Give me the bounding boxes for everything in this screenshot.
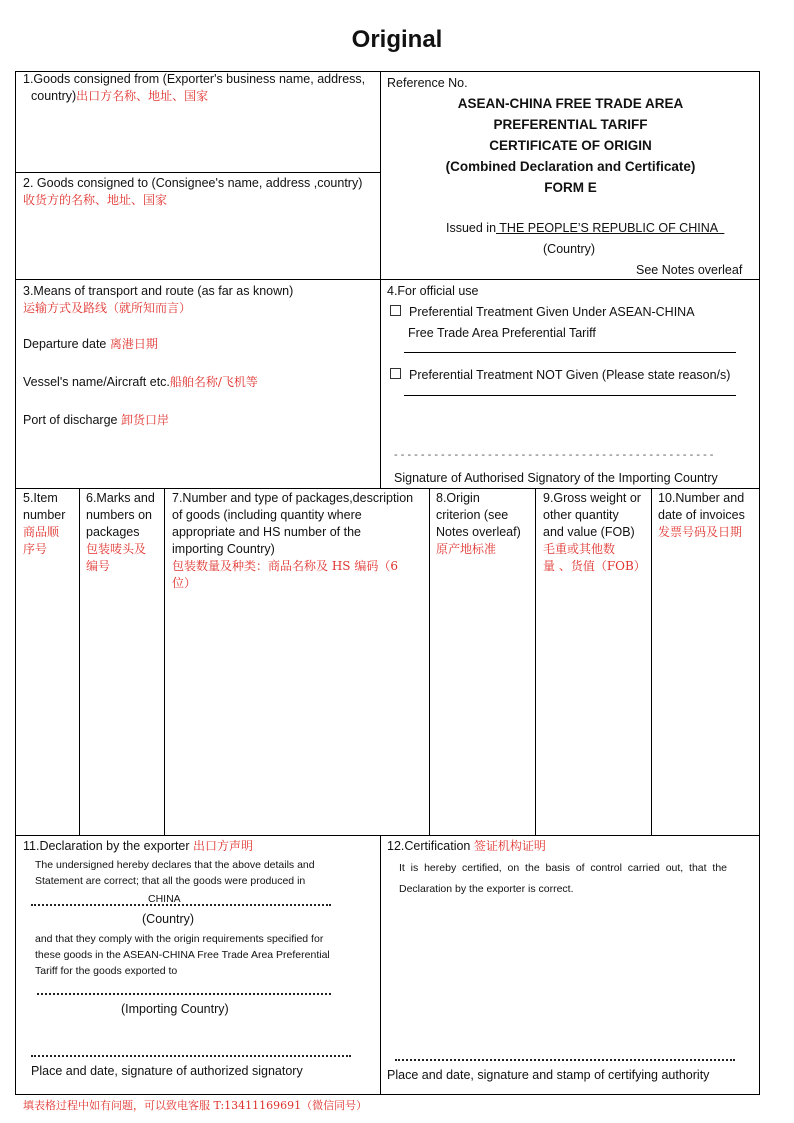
column-label: importing Country) bbox=[172, 542, 275, 556]
divider bbox=[15, 835, 760, 836]
vessel-label-cn: 船舶名称/飞机等 bbox=[169, 375, 258, 389]
box2-label-cn: 收货方的名称、地址、国家 bbox=[23, 193, 168, 207]
declaration-line: Statement are correct; that all the goods were produced in bbox=[35, 875, 306, 887]
column-weight bbox=[543, 490, 651, 575]
column-label: 7.Number and type of packages,description bbox=[172, 491, 414, 505]
issued-country: THE PEOPLE’S REPUBLIC OF CHINA bbox=[496, 221, 725, 235]
column-label: criterion (see bbox=[436, 508, 509, 522]
reference-number[interactable]: Reference No. bbox=[387, 76, 468, 90]
divider bbox=[164, 488, 165, 835]
box3-label-cn: 运输方式及路线（就所知而言） bbox=[23, 301, 192, 315]
signature-line bbox=[404, 395, 736, 396]
divider bbox=[651, 488, 652, 835]
heading-line3: CERTIFICATE OF ORIGIN bbox=[489, 138, 652, 153]
divider bbox=[15, 172, 380, 173]
column-label-cn: 发票号码及日期 bbox=[658, 525, 743, 539]
option-not-given-label: Preferential Treatment NOT Given (Please state reason/s) bbox=[409, 368, 731, 382]
issued-in bbox=[446, 220, 724, 237]
column-invoices bbox=[658, 490, 758, 541]
option-given[interactable] bbox=[390, 304, 695, 321]
importing-country-caption: (Importing Country) bbox=[121, 1002, 229, 1016]
divider bbox=[79, 488, 80, 835]
box3-transport[interactable] bbox=[23, 283, 377, 429]
column-label: number bbox=[23, 508, 66, 522]
box2-label: 2. Goods consigned to (Consignee's name, address ,country) bbox=[23, 176, 363, 190]
column-label-cn: 原产地标准 bbox=[436, 542, 497, 556]
column-label-cn: 包装唛头及 bbox=[86, 542, 147, 556]
box11-label bbox=[23, 838, 253, 855]
checkbox[interactable] bbox=[390, 368, 401, 379]
certification-line: Declaration by the exporter is correct. bbox=[399, 883, 574, 895]
heading-line1: ASEAN-CHINA FREE TRADE AREA bbox=[457, 96, 684, 111]
departure-label: Departure date bbox=[23, 337, 107, 351]
heading-line2: PREFERENTIAL TARIFF bbox=[493, 117, 648, 132]
column-label: of goods (including quantity where bbox=[172, 508, 362, 522]
column-label: 9.Gross weight or bbox=[543, 491, 641, 505]
divider bbox=[15, 279, 760, 280]
box3-label: 3.Means of transport and route (as far as known) bbox=[23, 284, 294, 298]
declaration-text bbox=[35, 857, 375, 889]
country-caption: (Country) bbox=[543, 242, 596, 256]
box12-label-en: 12.Certification bbox=[387, 839, 471, 853]
box1-label-cn: 出口方名称、地址、国家 bbox=[76, 89, 209, 103]
certification-line: It is hereby certified, on the basis of control carried out, that the bbox=[399, 862, 727, 874]
column-label-cn: 编号 bbox=[86, 559, 111, 573]
certifier-signatory: Place and date, signature and stamp of certifying authority bbox=[387, 1068, 710, 1082]
column-label: packages bbox=[86, 525, 140, 539]
checkbox[interactable] bbox=[390, 305, 401, 316]
column-label: numbers on bbox=[86, 508, 153, 522]
page-title: Original bbox=[351, 26, 443, 53]
notes-overleaf: See Notes overleaf bbox=[636, 263, 743, 277]
declaration-line: and that they comply with the origin requirements specified for bbox=[35, 933, 324, 945]
departure-label-cn: 离港日期 bbox=[109, 337, 158, 351]
importing-signature-label: Signature of Authorised Signatory of the Importing Country bbox=[394, 471, 718, 485]
production-country-caption: (Country) bbox=[142, 912, 195, 926]
port-label: Port of discharge bbox=[23, 413, 118, 427]
column-label-cn: 量 、货值（FOB） bbox=[543, 559, 646, 573]
column-label: 8.Origin bbox=[436, 491, 480, 505]
certificate-heading bbox=[381, 93, 760, 198]
column-marks bbox=[86, 490, 162, 575]
column-label: 10.Number and bbox=[658, 491, 745, 505]
exporter-signatory: Place and date, signature of authorized signatory bbox=[31, 1064, 303, 1078]
column-label: Notes overleaf) bbox=[436, 525, 521, 539]
column-label: other quantity bbox=[543, 508, 619, 522]
heading-line4: (Combined Declaration and Certificate) bbox=[445, 159, 696, 174]
column-label-cn: 序号 bbox=[23, 542, 48, 556]
divider bbox=[15, 488, 760, 489]
column-label: 6.Marks and bbox=[86, 491, 155, 505]
declaration-line: Tariff for the goods exported to bbox=[35, 965, 178, 977]
box12-label bbox=[387, 838, 546, 855]
declaration-line: The undersigned hereby declares that the above details and bbox=[35, 859, 315, 871]
column-item-number bbox=[23, 490, 77, 558]
signature-line bbox=[404, 352, 736, 353]
column-label: 5.Item bbox=[23, 491, 58, 505]
signature-line[interactable] bbox=[31, 1055, 351, 1057]
box11-label-en: 11.Declaration by the exporter bbox=[23, 839, 190, 853]
box1-label-cont: country) bbox=[31, 89, 77, 103]
footer-note: 填表格过程中如有问题，可以致电客服 T:13411169691（微信同号） bbox=[23, 1099, 368, 1112]
dashed-line: - - - - - - - - - - - - - - - - - - - - - - - - - - - - - - - - - - - - - - - - - - - - - - - - bbox=[394, 449, 714, 461]
signature-line[interactable] bbox=[37, 993, 331, 995]
option-given-cont: Free Trade Area Preferential Tariff bbox=[408, 326, 596, 340]
production-country[interactable]: CHINA bbox=[148, 893, 181, 905]
column-label-cn: 商品顺 bbox=[23, 525, 60, 539]
column-description bbox=[172, 490, 428, 592]
column-label: date of invoices bbox=[658, 508, 745, 522]
box2-consignee[interactable] bbox=[23, 175, 377, 209]
heading-line5: FORM E bbox=[544, 180, 597, 195]
issued-in-label: Issued in bbox=[446, 221, 497, 235]
column-label-cn: 包装数量及种类：商品名称及 HS 编码（6 bbox=[172, 559, 398, 573]
signature-line[interactable] bbox=[395, 1059, 735, 1061]
declaration-line: these goods in the ASEAN-CHINA Free Trade Area Preferential bbox=[35, 949, 330, 961]
certification-text bbox=[399, 858, 753, 900]
signature-line bbox=[31, 904, 331, 906]
box1-label: 1.Goods consigned from (Exporter's business name, address, bbox=[23, 72, 366, 86]
column-label-cn: 毛重或其他数 bbox=[543, 542, 616, 556]
column-label: and value (FOB) bbox=[543, 525, 635, 539]
divider bbox=[380, 835, 381, 1095]
option-not-given[interactable] bbox=[390, 367, 730, 384]
divider bbox=[429, 488, 430, 835]
divider bbox=[535, 488, 536, 835]
declaration-text bbox=[35, 931, 375, 979]
vessel-label: Vessel's name/Aircraft etc. bbox=[23, 375, 170, 389]
box12-label-cn: 签证机构证明 bbox=[473, 839, 546, 853]
box4-label: 4.For official use bbox=[387, 284, 479, 298]
column-origin bbox=[436, 490, 534, 558]
column-label: appropriate and HS number of the bbox=[172, 525, 362, 539]
box1-exporter[interactable] bbox=[23, 71, 377, 105]
column-label-cn: 位） bbox=[172, 576, 197, 590]
box11-label-cn: 出口方声明 bbox=[193, 839, 254, 853]
option-given-label: Preferential Treatment Given Under ASEAN-CHINA bbox=[409, 305, 695, 319]
port-label-cn: 卸货口岸 bbox=[120, 413, 169, 427]
